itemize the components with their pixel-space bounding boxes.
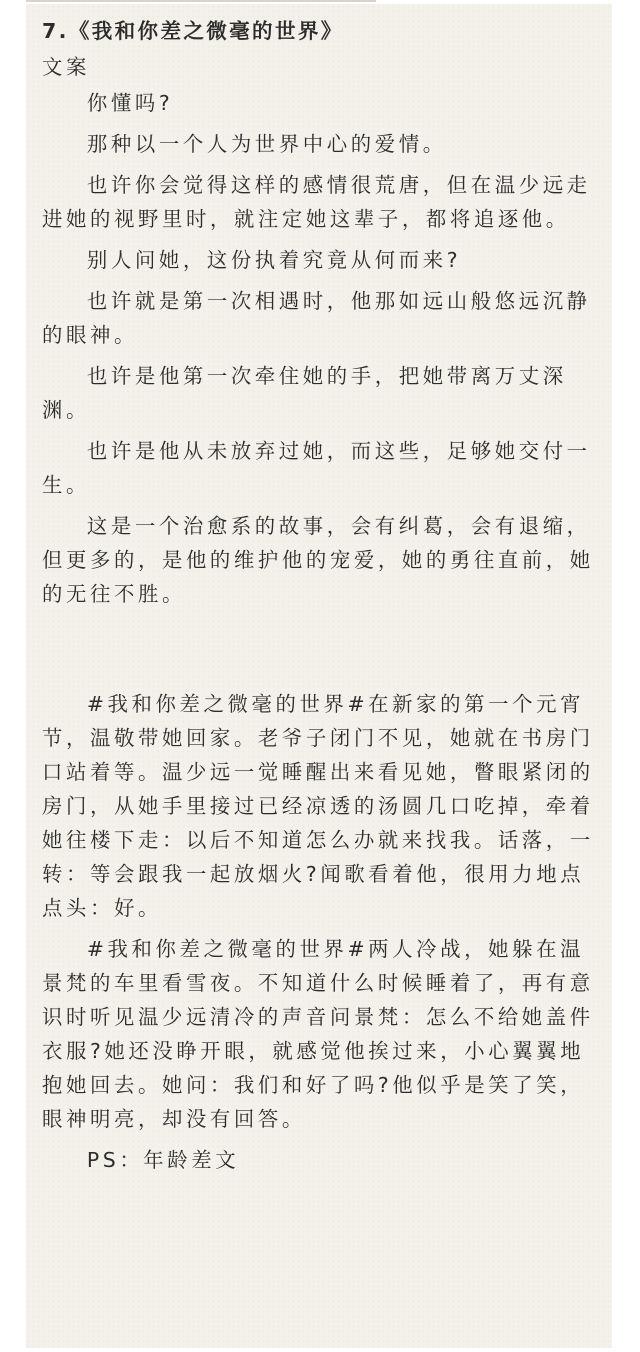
blank-gap xyxy=(42,618,598,687)
paragraph-9: 但更多的，是他的维护他的宠爱，她的勇往直前，她的无往不胜。 xyxy=(42,548,594,606)
paragraph-5: 也许就是第一次相遇时，他那如远山般悠远沉静的眼神。 xyxy=(42,289,591,347)
paragraph-8: 这是一个治愈系的故事，会有纠葛，会有退缩， xyxy=(86,514,591,538)
paragraph-4: 别人问她，这份执着究竟从何而来? xyxy=(86,248,462,272)
document-content xyxy=(42,14,598,1184)
paragraph-7: 也许是他从未放弃过她，而这些，足够她交付一生。 xyxy=(42,439,591,497)
section-label: 文案 xyxy=(42,55,90,79)
paragraph-10: #我和你差之微毫的世界#在新家的第一个元宵节，温敬带她回家。老爷子闭门不见，她就在书房门口站着等。温少远一觉睡醒出来看见她，瞥眼紧闭的房门，从她手里接过已经凉透的汤圆几口吃掉，牵着她往楼下走：以后不知道怎么办就来找我。话落，一转：等会跟我一起放烟火?闻歌看着他，很用力地点点头：好。 xyxy=(42,692,594,920)
paragraph-1: 你懂吗? xyxy=(86,91,174,115)
paragraph-ps: PS：年龄差文 xyxy=(86,1148,240,1172)
paragraph-11: #我和你差之微毫的世界#两人冷战，她躲在温景梵的车里看雪夜。不知道什么时候睡着了，再有意识时听见温少远清冷的声音问景梵：怎么不给她盖件衣服?她还没睁开眼，就感觉他挨过来，小心翼翼地抱她回去。她问：我们和好了吗?他似乎是笑了笑，眼神明亮，却没有回答。 xyxy=(42,937,594,1131)
paragraph-3: 也许你会觉得这样的感情很荒唐，但在温少远走进她的视野里时，就注定她这辈子，都将追逐他。 xyxy=(42,173,591,231)
paragraph-2: 那种以一个人为世界中心的爱情。 xyxy=(86,132,447,156)
paragraph-6: 也许是他第一次牵住她的手，把她带离万丈深渊。 xyxy=(42,364,567,422)
book-title: 7.《我和你差之微毫的世界》 xyxy=(42,19,344,43)
top-divider xyxy=(26,0,376,2)
